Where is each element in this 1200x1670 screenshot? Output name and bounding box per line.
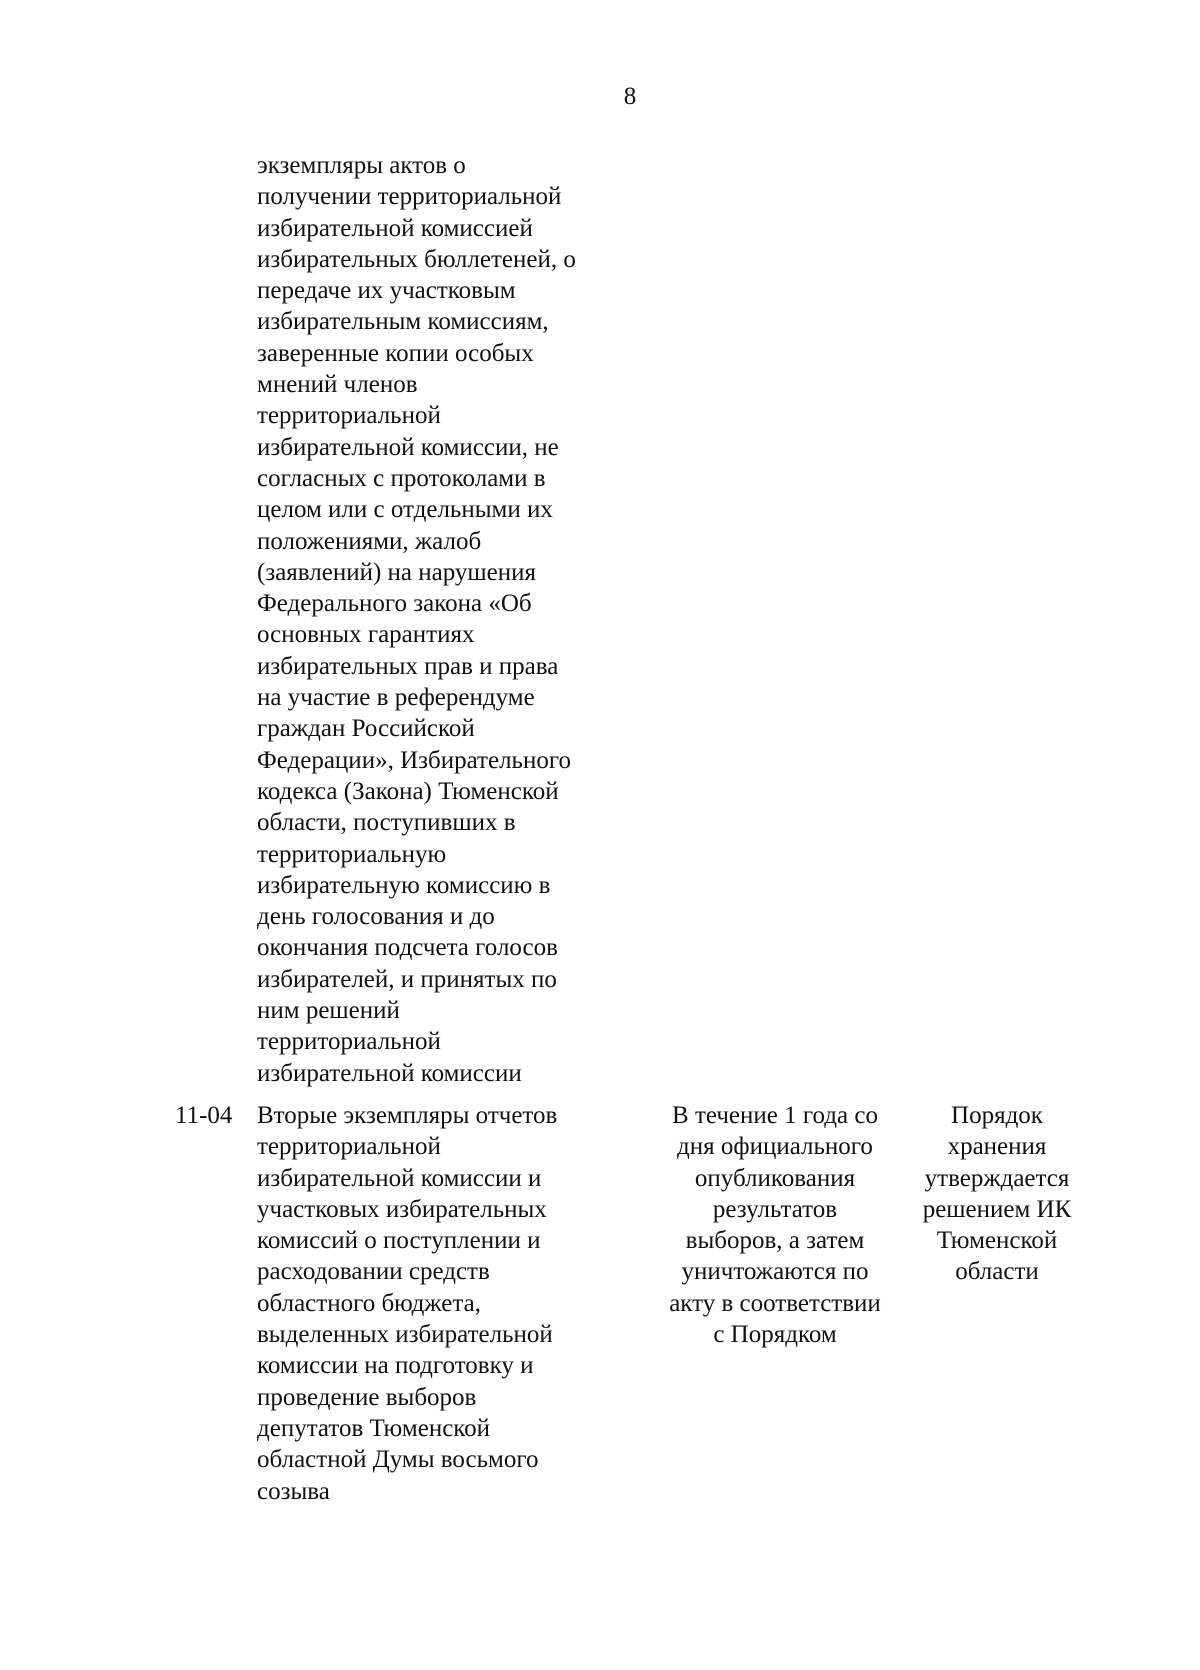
note-line: Порядок	[951, 1102, 1043, 1129]
storage-term-line: опубликования	[694, 1164, 856, 1192]
description-line: депутатов Тюменской	[257, 1414, 491, 1442]
row-description	[257, 1100, 632, 1507]
text-line: избирательных прав и права	[257, 652, 559, 680]
text-line: мнений членов	[257, 371, 418, 399]
description-line: областного бюджета,	[257, 1289, 481, 1317]
description-line: комиссий о поступлении и	[257, 1227, 541, 1255]
text-line: избирательной комиссии, не	[257, 433, 559, 461]
note-line: решением ИК	[922, 1195, 1072, 1223]
description-line: проведение выборов	[257, 1383, 477, 1411]
description-line: областной Думы восьмого	[257, 1446, 539, 1474]
text-line: кодекса (Закона) Тюменской	[257, 777, 559, 805]
text-line: территориальной	[257, 402, 441, 430]
continuation-description	[257, 150, 632, 1089]
storage-term-line: уничтожаются по	[681, 1258, 869, 1286]
row-index: 11-04	[175, 1102, 233, 1129]
description-line: территориальной	[257, 1133, 441, 1161]
text-line: (заявлений) на нарушения	[257, 558, 537, 586]
storage-term-line: В течение 1 года со	[672, 1102, 878, 1129]
text-line: заверенные копии особых	[257, 339, 534, 367]
text-line: экземпляры актов о	[257, 152, 466, 179]
storage-term-line: выборов, а затем	[685, 1227, 865, 1255]
text-line: Федерального закона «Об	[257, 590, 532, 618]
text-line: целом или с отдельными их	[257, 496, 553, 524]
storage-term-line: результатов	[712, 1195, 838, 1223]
description-line: комиссии на подготовку и	[257, 1352, 534, 1380]
text-line: основных гарантиях	[257, 621, 475, 649]
note-line: Тюменской	[936, 1227, 1058, 1255]
description-line: избирательной комиссии и	[257, 1164, 542, 1192]
text-line: территориальную	[257, 840, 447, 868]
storage-term-line: с Порядком	[713, 1321, 837, 1349]
note-line: области	[955, 1258, 1039, 1286]
note-line: утверждается	[924, 1164, 1070, 1192]
text-line: области, поступивших в	[257, 809, 516, 837]
text-line: территориальной	[257, 1028, 441, 1056]
description-line: выделенных избирательной	[257, 1321, 553, 1349]
text-line: избирательных бюллетеней, о	[257, 245, 576, 273]
text-line: избирательной комиссии	[257, 1059, 522, 1087]
text-line: избирателей, и принятых по	[257, 965, 557, 993]
row-note	[912, 1100, 1082, 1288]
description-line: созыва	[257, 1477, 330, 1505]
text-line: избирательным комиссиям,	[257, 308, 549, 336]
text-line: передаче их участковым	[257, 277, 516, 305]
description-line: Вторые экземпляры отчетов	[257, 1102, 558, 1129]
text-line: на участие в референдуме	[257, 684, 535, 712]
text-line: согласных с протоколами в	[257, 464, 546, 492]
note-line: хранения	[947, 1133, 1047, 1161]
text-line: Федерации», Избирательного	[257, 746, 571, 774]
storage-term-line: дня официального	[677, 1133, 873, 1161]
description-line: расходовании средств	[257, 1258, 490, 1286]
text-line: день голосования и до	[257, 903, 495, 931]
text-line: окончания подсчета голосов	[257, 934, 558, 962]
text-line: избирательную комиссию в	[257, 871, 551, 899]
text-line: положениями, жалоб	[257, 527, 482, 555]
storage-term-line: акту в соответствии	[669, 1289, 881, 1317]
text-line: избирательной комиссией	[257, 214, 533, 242]
text-line: ним решений	[257, 997, 400, 1025]
row-storage-term	[640, 1100, 910, 1350]
description-line: участковых избирательных	[257, 1195, 547, 1223]
text-line: получении территориальной	[257, 183, 562, 211]
text-line: граждан Российской	[257, 715, 475, 743]
page-number: 8	[623, 83, 637, 110]
